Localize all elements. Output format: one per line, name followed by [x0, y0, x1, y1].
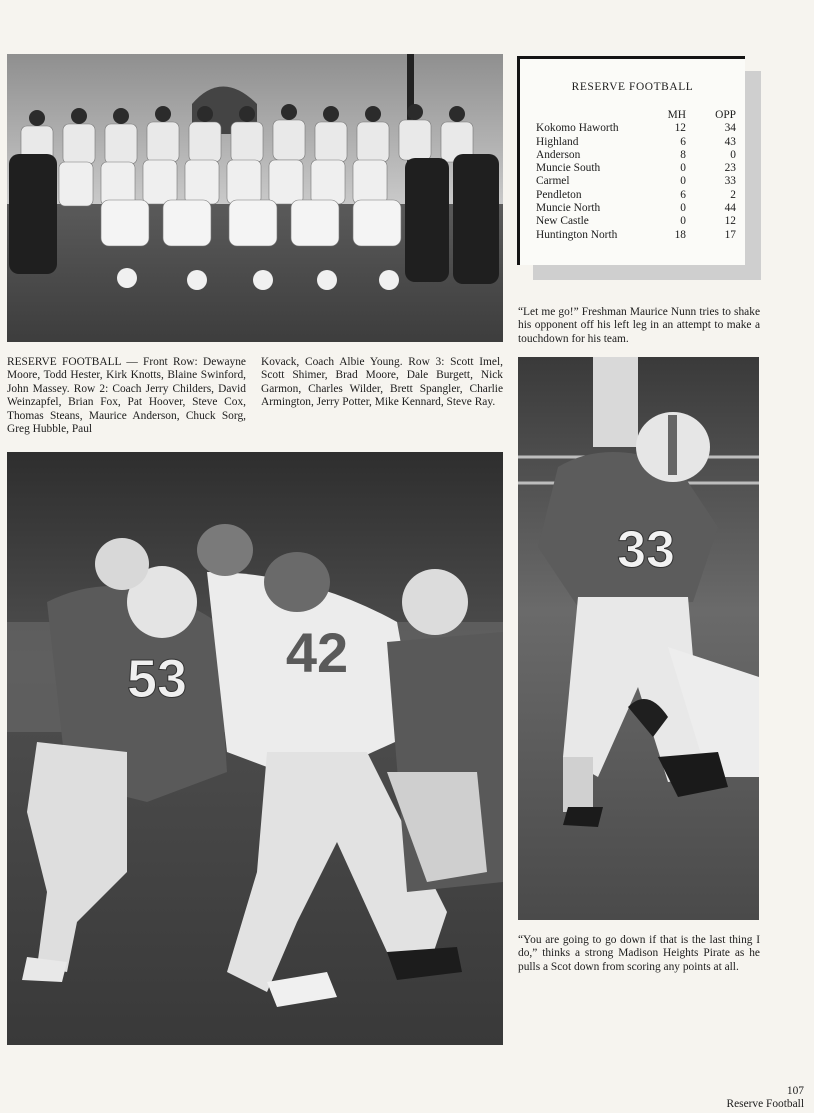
- tackle-photo-caption: “You are going to go down if that is the last thing I do,” thinks a strong Madison Heights Pirate as he pulls a Scot down from scoring any points at all.: [518, 934, 760, 973]
- page-number: 107: [786, 1085, 804, 1097]
- mh-score: 18: [674, 228, 686, 241]
- team-name: Highland: [536, 135, 579, 148]
- opp-score: 34: [724, 122, 736, 135]
- opp-score: 33: [724, 175, 736, 188]
- mh-score: 6: [680, 188, 686, 201]
- team-name: Anderson: [536, 148, 581, 161]
- table-row: [536, 162, 736, 175]
- runner-photo: [518, 357, 759, 920]
- score-table-grid: [536, 109, 736, 242]
- mh-score: 0: [680, 175, 686, 188]
- opp-score: 43: [724, 135, 736, 148]
- runner-jersey-number: 33: [617, 521, 675, 579]
- runner-photo-caption: “Let me go!” Freshman Maurice Nunn tries to shake his opponent off his left leg in an attempt to make a touchdown for his team.: [518, 306, 760, 345]
- tackle-photo: [7, 452, 503, 1045]
- tackle-left-jersey-number: 53: [126, 649, 188, 709]
- opp-score: 0: [730, 148, 736, 161]
- team-name: Huntington North: [536, 228, 618, 241]
- table-row: [536, 189, 736, 202]
- mh-score: 0: [680, 202, 686, 215]
- team-name: Pendleton: [536, 188, 582, 201]
- opp-score: 12: [724, 215, 736, 228]
- opp-score: 17: [724, 228, 736, 241]
- table-row: [536, 215, 736, 228]
- table-row: [536, 136, 736, 149]
- opp-score: 2: [730, 188, 736, 201]
- tackle-center-jersey-number: 42: [285, 621, 349, 684]
- page-footer: [726, 1085, 804, 1111]
- team-name: Muncie South: [536, 162, 601, 175]
- table-row: [536, 229, 736, 242]
- team-name: New Castle: [536, 215, 589, 228]
- score-table-title: RESERVE FOOTBALL: [571, 81, 694, 93]
- mh-score: 12: [674, 122, 686, 135]
- mh-score: 0: [680, 215, 686, 228]
- team-photo-caption-col2: Kovack, Coach Albie Young. Row 3: Scott Imel, Scott Shimer, Brad Moore, Dale Burgett, Nick Garmon, Charles Wilder, Brett Spangler, Charlie Armington, Jerry Potter, Mike Kennard, Steve Ray.: [261, 356, 503, 409]
- team-name: Carmel: [536, 175, 570, 188]
- table-row: [536, 122, 736, 135]
- section-name: Reserve Football: [726, 1098, 804, 1110]
- column-header-opp: OPP: [715, 109, 736, 121]
- team-photo: [7, 54, 503, 342]
- column-header-mh: MH: [667, 109, 686, 121]
- opp-score: 44: [724, 202, 736, 215]
- table-row: [536, 149, 736, 162]
- opp-score: 23: [724, 162, 736, 175]
- score-table: [517, 56, 745, 265]
- table-row: [536, 202, 736, 215]
- team-name: Kokomo Haworth: [536, 122, 619, 135]
- mh-score: 0: [680, 162, 686, 175]
- team-photo-caption-col1: RESERVE FOOTBALL — Front Row: Dewayne Moore, Todd Hester, Kirk Knotts, Blaine Swinford, John Massey. Row 2: Coach Jerry Childers, David Weinzapfel, Brian Fox, Pat Hoover, Steve Cox, Thomas Steans, Maurice Anderson, Chuck Sorg, Greg Hubble, Paul: [7, 356, 246, 436]
- mh-score: 8: [680, 148, 686, 161]
- mh-score: 6: [680, 135, 686, 148]
- team-name: Muncie North: [536, 202, 601, 215]
- table-row: [536, 175, 736, 188]
